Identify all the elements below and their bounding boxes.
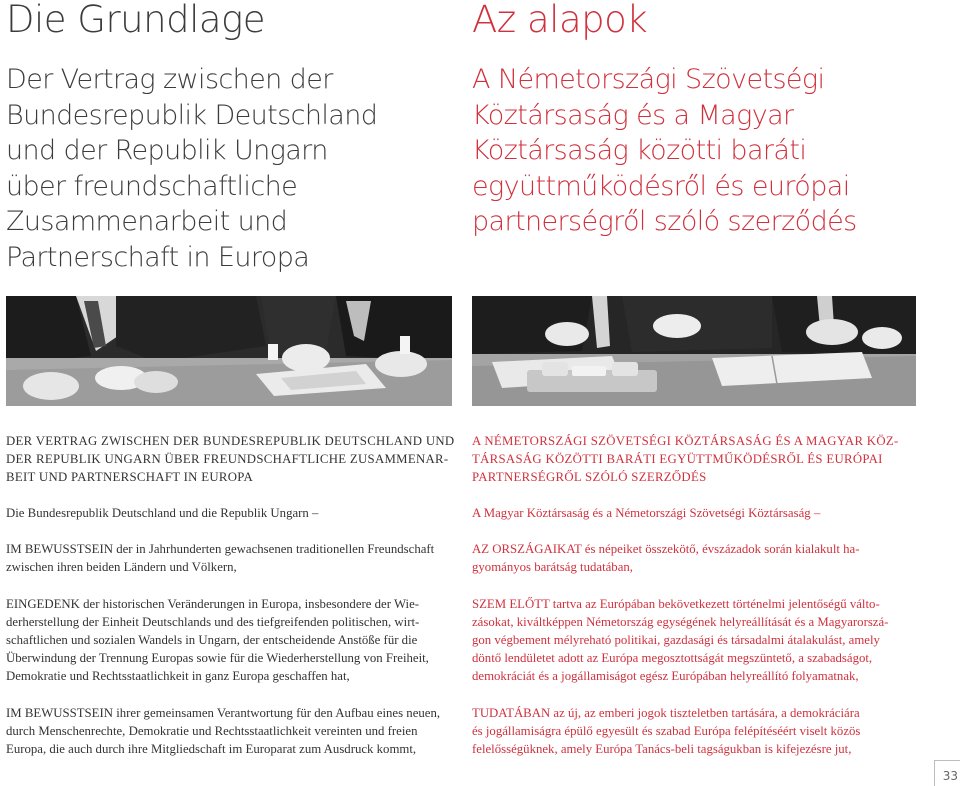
hungarian-subtitle-line: együttműködésről és európai	[472, 170, 850, 202]
german-paragraph-line: zwischen ihren beiden Ländern und Völkern,	[6, 560, 237, 574]
hungarian-parties-line: A Magyar Köztársaság és a Németországi Szövetségi Köztársaság –	[472, 506, 821, 520]
german-paragraph-1	[6, 540, 452, 576]
german-subtitle-line: Bundesrepublik Deutschland	[6, 99, 378, 131]
hungarian-paragraph-line: SZEM ELŐTT tartva az Európában bekövetkezett történelmi jelentőségű válto-	[472, 597, 880, 611]
german-parties	[6, 504, 452, 522]
signing-photo-left	[6, 296, 452, 406]
hungarian-paragraph-line: zásokat, kiváltképpen Németország egységének helyreállítását és a Magyarorszá-	[472, 615, 889, 629]
german-treaty-heading	[6, 432, 455, 486]
german-paragraph-line: Überwindung der Trennung Europas sowie für die Wiederherstellung von Freiheit,	[6, 651, 429, 665]
hungarian-paragraph-line: demokráciát és a jogállamiságot egész Európában helyreállító folyamatnak,	[472, 669, 859, 683]
hungarian-treaty-text	[472, 432, 920, 758]
hungarian-subtitle-line: Köztársaság és a Magyar	[472, 99, 794, 131]
hungarian-paragraph-line: AZ ORSZÁGAIKAT és népeiket összekötő, évszázadok során kialakult ha-	[472, 542, 860, 556]
hungarian-paragraph-line: gyományos barátság tudatában,	[472, 560, 633, 574]
hungarian-heading-line: A NÉMETORSZÁGI SZÖVETSÉGI KÖZTÁRSASÁG ÉS A MAGYAR KÖZ-	[472, 434, 899, 448]
german-treaty-text	[6, 432, 455, 758]
german-paragraph-line: Demokratie und Rechtsstaatlichkeit in ganz Europa geschaffen hat,	[6, 669, 350, 683]
german-parties-line: Die Bundesrepublik Deutschland und die Republik Ungarn –	[6, 506, 319, 520]
hungarian-title: Az alapok	[472, 0, 648, 41]
hungarian-paragraph-2	[472, 595, 920, 685]
hungarian-paragraph-line: gon végbement mélyreható politikai, gazdasági és társadalmi átalakulást, amely	[472, 633, 880, 647]
hungarian-paragraph-line: és jogállamiságra épülő egyesült és szabad Európa felépítéséért viselt közös	[472, 724, 861, 738]
hungarian-paragraph-3	[472, 704, 920, 758]
hungarian-parties	[472, 504, 920, 522]
hungarian-subtitle	[472, 62, 920, 240]
hungarian-title-block	[472, 0, 920, 240]
german-paragraph-line: schaftlichen und sozialen Wandels in Ungarn, der entscheidende Anstöße für die	[6, 633, 418, 647]
german-paragraph-2	[6, 595, 452, 685]
german-paragraph-line: IM BEWUSSTSEIN der in Jahrhunderten gewachsenen traditionellen Freundschaft	[6, 542, 435, 556]
hungarian-paragraph-line: felelősségüknek, amely Európa Tanács-beli tagságukban is kifejezésre jut,	[472, 742, 852, 756]
german-title-block	[6, 0, 452, 275]
hungarian-paragraph-line: TUDATÁBAN az új, az emberi jogok tiszteletben tartására, a demokráciára	[472, 706, 860, 720]
hungarian-paragraph-1	[472, 540, 920, 576]
hungarian-treaty-heading	[472, 432, 920, 486]
german-heading-line: DER VERTRAG ZWISCHEN DER BUNDESREPUBLIK DEUTSCHLAND UND	[6, 434, 455, 448]
hungarian-paragraph-line: döntő lendületet adott az Európa megosztottságát megszüntető, a szabadságot,	[472, 651, 873, 665]
german-paragraph-line: durch Menschenrechte, Demokratie und Rechtsstaatlichkeit vereinten und freien	[6, 724, 418, 738]
german-subtitle-line: über freundschaftliche	[6, 170, 298, 202]
hungarian-subtitle-line: partnerségről szóló szerződés	[472, 206, 857, 237]
german-paragraph-line: EINGEDENK der historischen Veränderungen in Europa, insbesondere der Wie-	[6, 597, 420, 611]
page-number: 33	[934, 760, 960, 786]
german-subtitle-line: Partnerschaft in Europa	[6, 241, 310, 273]
german-title: Die Grundlage	[6, 0, 265, 41]
signing-photo-right	[472, 296, 916, 406]
german-subtitle-line: und der Republik Ungarn	[6, 135, 328, 166]
hungarian-heading-line: TÁRSASÁG KÖZÖTTI BARÁTI EGYÜTTMŰKÖDÉSRŐL ÉS EURÓPAI	[472, 452, 883, 466]
german-paragraph-line: IM BEWUSSTSEIN ihrer gemeinsamen Verantwortung für den Aufbau eines neuen,	[6, 706, 441, 720]
german-subtitle	[6, 62, 452, 275]
german-paragraph-3	[6, 704, 452, 758]
german-paragraph-line: Europa, die auch durch ihre Mitgliedschaft im Europarat zum Ausdruck kommt,	[6, 742, 417, 756]
german-heading-line: BEIT UND PARTNERSCHAFT IN EUROPA	[6, 470, 254, 484]
hungarian-heading-line: PARTNERSÉGRŐL SZÓLÓ SZERZŐDÉS	[472, 470, 707, 484]
german-paragraph-line: derherstellung der Einheit Deutschlands und des tiefgreifenden politischen, wirt-	[6, 615, 420, 629]
hungarian-subtitle-line: A Németországi Szövetségi	[472, 64, 825, 95]
german-subtitle-line: Zusammenarbeit und	[6, 206, 288, 237]
german-heading-line: DER REPUBLIK UNGARN ÜBER FREUNDSCHAFTLICHE ZUSAMMENAR-	[6, 452, 449, 466]
german-subtitle-line: Der Vertrag zwischen der	[6, 64, 333, 95]
hungarian-subtitle-line: Köztársaság közötti baráti	[472, 135, 807, 166]
